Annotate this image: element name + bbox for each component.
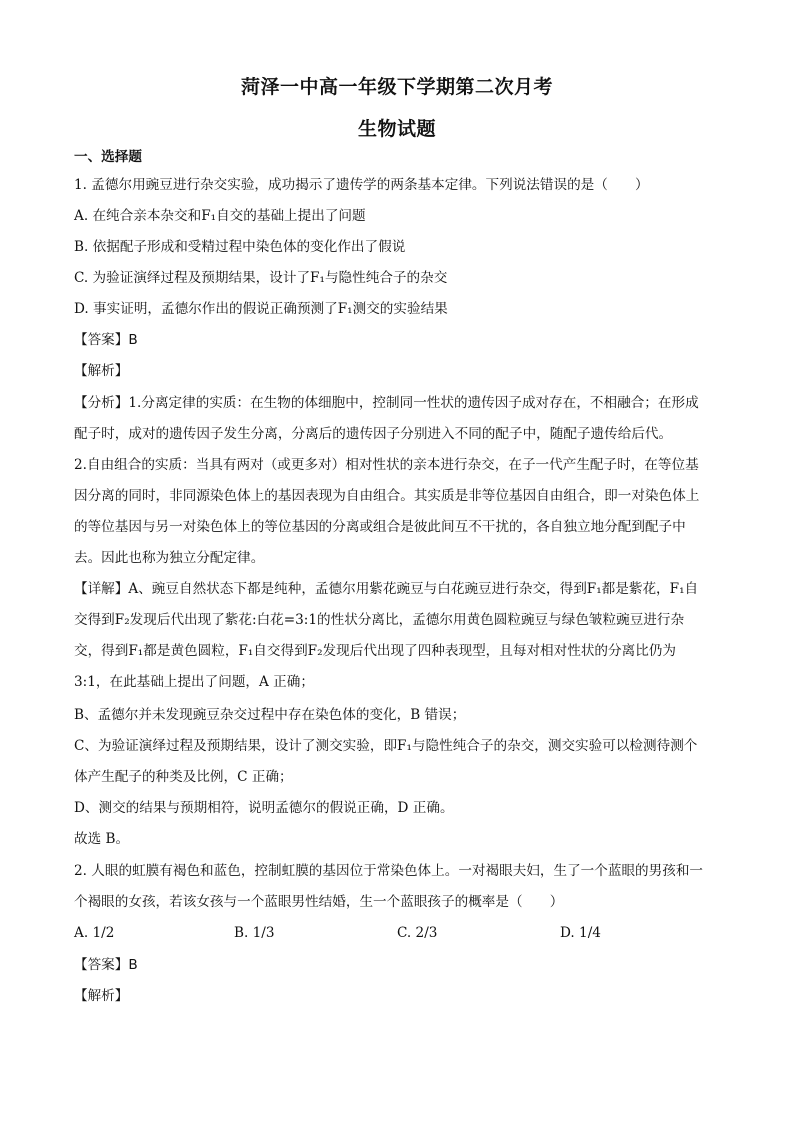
question-2-stem: 个褐眼的女孩，若该女孩与一个蓝眼男性结婚，生一个蓝眼孩子的概率是（ ） [74, 894, 564, 910]
analysis-line: 因分离的同时，非同源染色体上的基因表现为自由组合。其实质是非等位基因自由组合，即一对染色体上 [74, 488, 700, 504]
question-2-answer: 【答案】B [74, 957, 138, 973]
question-1-option-a: A. 在纯合亲本杂交和F₁自交的基础上提出了问题 [74, 208, 366, 224]
detail-line: 体产生配子的种类及比例，C 正确； [74, 769, 293, 785]
analysis-line: 配子时，成对的遗传因子发生分离，分离后的遗传因子分别进入不同的配子中，随配子遗传给后代。 [74, 426, 673, 442]
question-2-stem: 2. 人眼的虹膜有褐色和蓝色，控制虹膜的基因位于常染色体上。一对褐眼夫妇，生了一个蓝眼的男孩和一 [74, 863, 704, 879]
detail-line: 交得到F₂发现后代出现了紫花:白花=3:1的性状分离比，孟德尔用黄色圆粒豌豆与绿色皱粒豌豆进行杂 [74, 612, 685, 628]
detail-line: C、为验证演绎过程及预期结果，设计了测交实验，即F₁与隐性纯合子的杂交，测交实验可以检测待测个 [74, 738, 698, 754]
detail-line: D、测交的结果与预期相符，说明孟德尔的假说正确，D 正确。 [74, 800, 454, 816]
question-2-option-b: B. 1/3 [234, 925, 275, 941]
conclusion-line: 故选 B。 [74, 831, 130, 847]
detail-line: 交，得到F₁都是黄色圆粒，F₁自交得到F₂发现后代出现了四种表现型，且每对相对性状的分离比仍为 [74, 643, 676, 659]
detail-line: B、孟德尔并未发现豌豆杂交过程中存在染色体的变化，B 错误； [74, 707, 466, 723]
question-1-stem: 1. 孟德尔用豌豆进行杂交实验，成功揭示了遗传学的两条基本定律。下列说法错误的是（ ） [74, 177, 649, 193]
analysis-line: 【分析】1.分离定律的实质：在生物的体细胞中，控制同一性状的遗传因子成对存在，不相融合；在形成 [74, 395, 699, 411]
page-subtitle: 生物试题 [357, 118, 436, 140]
question-1-option-d: D. 事实证明，孟德尔作出的假说正确预测了F₁测交的实验结果 [74, 301, 448, 317]
page-title: 菏泽一中高一年级下学期第二次月考 [240, 76, 553, 98]
detail-line: 3:1，在此基础上提出了问题，A 正确； [74, 674, 314, 690]
section-heading: 一、选择题 [74, 149, 142, 165]
question-1-option-c: C. 为验证演绎过程及预期结果，设计了F₁与隐性纯合子的杂交 [74, 270, 448, 286]
question-2-analysis-label: 【解析】 [74, 988, 129, 1004]
detail-line: 【详解】A、豌豆自然状态下都是纯种，孟德尔用紫花豌豆与白花豌豆进行杂交，得到F₁都是紫花，F₁自 [74, 581, 699, 597]
analysis-line: 去。因此也称为独立分配定律。 [74, 550, 265, 566]
question-2-option-c: C. 2/3 [397, 925, 438, 941]
question-1-analysis-label: 【解析】 [74, 363, 129, 379]
question-1-answer: 【答案】B [74, 332, 138, 348]
analysis-line: 2.自由组合的实质：当具有两对（或更多对）相对性状的亲本进行杂交，在子一代产生配子时，在等位基 [74, 457, 699, 473]
question-2-option-a: A. 1/2 [74, 925, 115, 941]
question-1-option-b: B. 依据配子形成和受精过程中染色体的变化作出了假说 [74, 239, 406, 255]
question-2-option-d: D. 1/4 [560, 925, 601, 941]
analysis-line: 的等位基因与另一对染色体上的等位基因的分离或组合是彼此间互不干扰的，各自独立地分配到配子中 [74, 519, 686, 535]
